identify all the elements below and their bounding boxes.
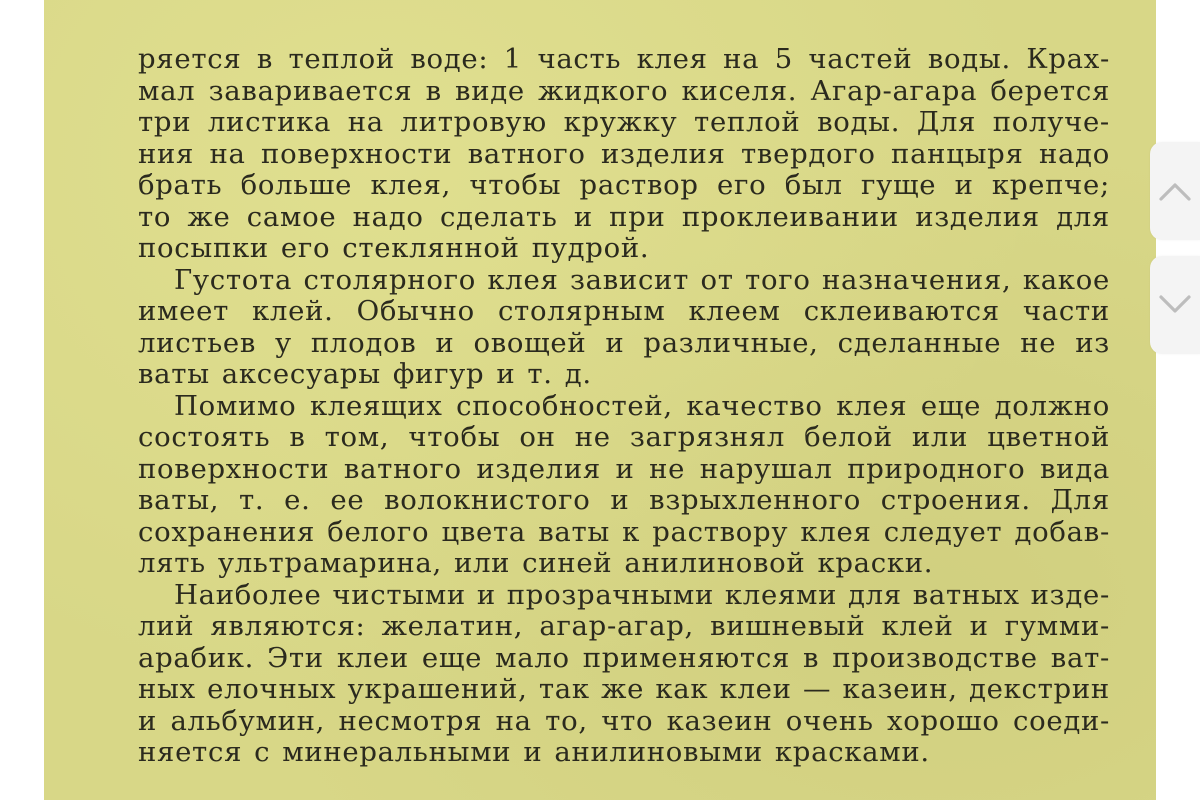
word: к xyxy=(622,515,641,548)
word: теплой xyxy=(288,43,395,75)
word: синей xyxy=(522,547,613,579)
word: Густота xyxy=(174,263,293,296)
word: анилиновой xyxy=(624,547,806,579)
word: зависит xyxy=(569,263,689,296)
word: больше xyxy=(240,169,353,201)
text-line xyxy=(138,359,1110,391)
word: ватного xyxy=(343,452,462,485)
word: то, xyxy=(545,704,588,737)
word: склеиваются xyxy=(803,295,1000,327)
word: клей. xyxy=(252,295,334,327)
word: в xyxy=(425,74,442,107)
word: и xyxy=(435,326,455,359)
word: панцыря xyxy=(891,137,1024,170)
word: теплой xyxy=(694,106,801,138)
word: воде: xyxy=(410,43,489,75)
word: должно xyxy=(994,389,1110,422)
word: являются: xyxy=(210,610,366,642)
word: назначения, xyxy=(822,263,1012,296)
word: гумми- xyxy=(1004,610,1110,642)
word: же xyxy=(187,200,231,233)
word: следует xyxy=(883,515,1003,548)
word: на xyxy=(495,704,532,737)
word: белого xyxy=(327,515,430,548)
chevron-up-icon xyxy=(1158,180,1192,202)
word: получе- xyxy=(992,106,1110,138)
word: не xyxy=(649,452,686,485)
word: клеящих xyxy=(309,389,443,422)
word: гуще xyxy=(861,169,937,201)
word: производстве xyxy=(832,641,1038,674)
word: киселя. xyxy=(681,74,798,107)
word: 5 xyxy=(774,43,793,75)
word: у xyxy=(275,326,292,359)
word: еще xyxy=(920,389,982,422)
text-line xyxy=(138,170,1110,202)
word: для xyxy=(1056,200,1110,233)
word: природного xyxy=(847,452,1026,485)
text-line xyxy=(138,328,1110,360)
word: желатин, xyxy=(381,610,524,642)
word: соеди- xyxy=(1013,704,1110,737)
text-line xyxy=(138,580,1110,612)
word: ватного xyxy=(467,137,586,170)
text-line xyxy=(138,422,1110,454)
word: клея xyxy=(836,389,908,422)
text-line xyxy=(138,76,1110,108)
word: фигур xyxy=(392,358,485,390)
word: анилиновыми xyxy=(554,736,763,768)
word: арабик. xyxy=(138,641,255,674)
text-line xyxy=(138,706,1110,738)
word: и xyxy=(523,736,543,768)
word: крепче; xyxy=(991,169,1110,201)
word: литровую xyxy=(400,106,547,138)
word: так xyxy=(538,673,590,705)
word: что xyxy=(601,704,654,737)
word: клеями xyxy=(724,578,838,611)
word: и xyxy=(573,200,593,233)
word: посыпки xyxy=(138,232,269,264)
word: чтобы xyxy=(469,169,562,201)
word: е. xyxy=(284,484,311,516)
word: Помимо xyxy=(174,389,297,422)
word: листьев xyxy=(138,326,257,359)
word: три xyxy=(138,106,192,138)
word: Для xyxy=(1050,484,1110,516)
word: или xyxy=(453,547,511,579)
word: стеклянной xyxy=(342,232,520,264)
word: надо xyxy=(1038,137,1110,170)
word: клеи xyxy=(336,641,409,674)
word: чистыми xyxy=(332,578,466,611)
word: применяются xyxy=(582,641,790,674)
word: надо xyxy=(352,200,424,233)
word: вишневый xyxy=(710,610,866,642)
word: клея xyxy=(487,263,559,296)
word: какое xyxy=(1022,263,1110,296)
word: украшений, xyxy=(347,673,528,705)
text-line xyxy=(138,265,1110,297)
word: лять xyxy=(138,547,206,579)
word: качество xyxy=(686,389,823,422)
word: изделия xyxy=(476,452,601,485)
word: еще xyxy=(421,641,483,674)
word: Для xyxy=(916,106,977,138)
word: взрыхленного xyxy=(649,484,861,516)
word: том, xyxy=(324,421,390,453)
word: в xyxy=(256,43,274,75)
word: ных xyxy=(138,673,196,705)
word: минеральными xyxy=(282,736,512,768)
word: как xyxy=(655,673,709,705)
word: и xyxy=(476,578,496,611)
word: частей xyxy=(808,43,913,75)
word: цветной xyxy=(987,421,1110,453)
word: ультрамарина, xyxy=(217,547,442,579)
word: чтобы xyxy=(408,421,501,453)
word: декстрин xyxy=(969,673,1110,705)
word: и xyxy=(954,169,974,201)
word: того xyxy=(745,263,811,296)
word: воды. xyxy=(927,43,1011,75)
word: ваты, xyxy=(138,484,220,516)
word: части xyxy=(1022,295,1110,327)
word: клея xyxy=(800,515,872,548)
word: проклеивании xyxy=(681,200,899,233)
word: берется xyxy=(990,74,1110,107)
word: самое xyxy=(246,200,337,233)
word: воды. xyxy=(817,106,901,138)
scroll-up-button[interactable] xyxy=(1150,142,1200,240)
word: красками. xyxy=(774,736,930,768)
word: же xyxy=(601,673,645,705)
word: был xyxy=(784,169,843,201)
word: с xyxy=(254,736,271,768)
word: Эти xyxy=(267,641,324,674)
word: изделия xyxy=(601,137,726,170)
word: 1 xyxy=(503,43,522,75)
word: ватных xyxy=(912,578,1020,611)
word: имеет xyxy=(138,295,229,327)
word: заваривается xyxy=(208,74,413,107)
scanned-book-page xyxy=(44,0,1156,800)
word: пудрой. xyxy=(531,232,650,264)
word: хорошо xyxy=(887,704,1000,737)
word: изде- xyxy=(1030,578,1110,611)
word: на xyxy=(209,137,246,170)
text-line xyxy=(138,44,1110,76)
word: способностей, xyxy=(456,389,673,422)
word: прозрачными xyxy=(506,578,715,611)
word: д. xyxy=(564,358,592,390)
word: состоять xyxy=(138,421,271,453)
word: вида xyxy=(1040,452,1110,485)
word: очень xyxy=(785,704,874,737)
word: мало xyxy=(495,641,570,674)
word: и xyxy=(605,326,625,359)
word: кружку xyxy=(563,106,678,138)
word: или xyxy=(911,421,969,453)
word: т. xyxy=(239,484,265,516)
word: казеин xyxy=(666,704,773,737)
word: часть xyxy=(537,43,622,75)
word: аксесуары xyxy=(221,358,381,390)
word: Крах- xyxy=(1026,43,1110,75)
word: поверхности xyxy=(138,452,330,485)
word: плодов xyxy=(310,326,417,359)
word: при xyxy=(609,200,666,233)
text-line xyxy=(138,233,1110,265)
word: и xyxy=(969,610,989,642)
text-line xyxy=(138,454,1110,486)
word: альбумин, xyxy=(170,704,326,737)
word: агар-агар, xyxy=(539,610,694,642)
word: волокнистого xyxy=(384,484,591,516)
word: раствор xyxy=(579,169,699,201)
word: в xyxy=(289,421,306,453)
word: его xyxy=(280,232,331,264)
word: твердого xyxy=(741,137,876,170)
word: раствору xyxy=(652,515,789,548)
word: сохранения xyxy=(138,515,316,548)
word: листика xyxy=(207,106,332,138)
word: и xyxy=(615,452,635,485)
word: нарушал xyxy=(699,452,833,485)
word: несмотря xyxy=(338,704,483,737)
word: столярного xyxy=(303,263,476,296)
word: клеем xyxy=(688,295,781,327)
text-line xyxy=(138,139,1110,171)
text-line xyxy=(138,202,1110,234)
word: на xyxy=(723,43,760,75)
word: клей xyxy=(881,610,954,642)
text-line xyxy=(138,611,1110,643)
word: ния xyxy=(138,137,195,170)
word: виде xyxy=(455,74,525,107)
word: то xyxy=(138,200,172,233)
word: Наиболее xyxy=(174,578,322,611)
word: клеи xyxy=(719,673,792,705)
word: столярным xyxy=(497,295,666,327)
word: загрязнял xyxy=(629,421,786,453)
text-line xyxy=(138,643,1110,675)
word: елочных xyxy=(207,673,337,705)
word: строения. xyxy=(880,484,1031,516)
word: различные, xyxy=(643,326,819,359)
word: белой xyxy=(804,421,893,453)
word: не xyxy=(574,421,611,453)
word: казеин, xyxy=(842,673,958,705)
word: лий xyxy=(138,610,195,642)
word: ваты xyxy=(138,358,210,390)
text-line xyxy=(138,737,1110,769)
word: и xyxy=(496,358,516,390)
word: его xyxy=(717,169,767,201)
scroll-down-button[interactable] xyxy=(1150,256,1200,354)
word: краски. xyxy=(817,547,934,579)
text-line xyxy=(138,548,1110,580)
word: из xyxy=(1075,326,1110,359)
word: ваты xyxy=(538,515,610,548)
word: для xyxy=(848,578,902,611)
word: брать xyxy=(138,169,223,201)
word: и xyxy=(610,484,630,516)
text-line xyxy=(138,296,1110,328)
word: ват- xyxy=(1050,641,1110,674)
word: Агар-агара xyxy=(810,74,978,107)
word: жидкого xyxy=(538,74,669,107)
text-line xyxy=(138,485,1110,517)
word: не xyxy=(1020,326,1057,359)
word: поверхности xyxy=(261,137,453,170)
text-line xyxy=(138,517,1110,549)
text-line xyxy=(138,107,1110,139)
word: от xyxy=(700,263,734,296)
word: на xyxy=(347,106,384,138)
text-line xyxy=(138,674,1110,706)
word: ряется xyxy=(138,43,242,75)
word: ее xyxy=(330,484,365,516)
word: Обычно xyxy=(356,295,475,327)
word: изделия xyxy=(915,200,1040,233)
page-text xyxy=(138,44,1110,769)
word: добав- xyxy=(1014,515,1110,548)
chevron-down-icon xyxy=(1158,294,1192,316)
word: и xyxy=(138,704,158,737)
word: сделать xyxy=(439,200,558,233)
word: клея xyxy=(636,43,708,75)
word: — xyxy=(803,673,832,705)
text-line xyxy=(138,391,1110,423)
word: клея, xyxy=(370,169,452,201)
word: овощей xyxy=(473,326,587,359)
word: в xyxy=(803,641,820,674)
word: няется xyxy=(138,736,243,768)
word: мал xyxy=(138,74,196,107)
word: он xyxy=(519,421,556,453)
word: цвета xyxy=(441,515,527,548)
word: сделанные xyxy=(837,326,1002,359)
word: т. xyxy=(527,358,553,390)
